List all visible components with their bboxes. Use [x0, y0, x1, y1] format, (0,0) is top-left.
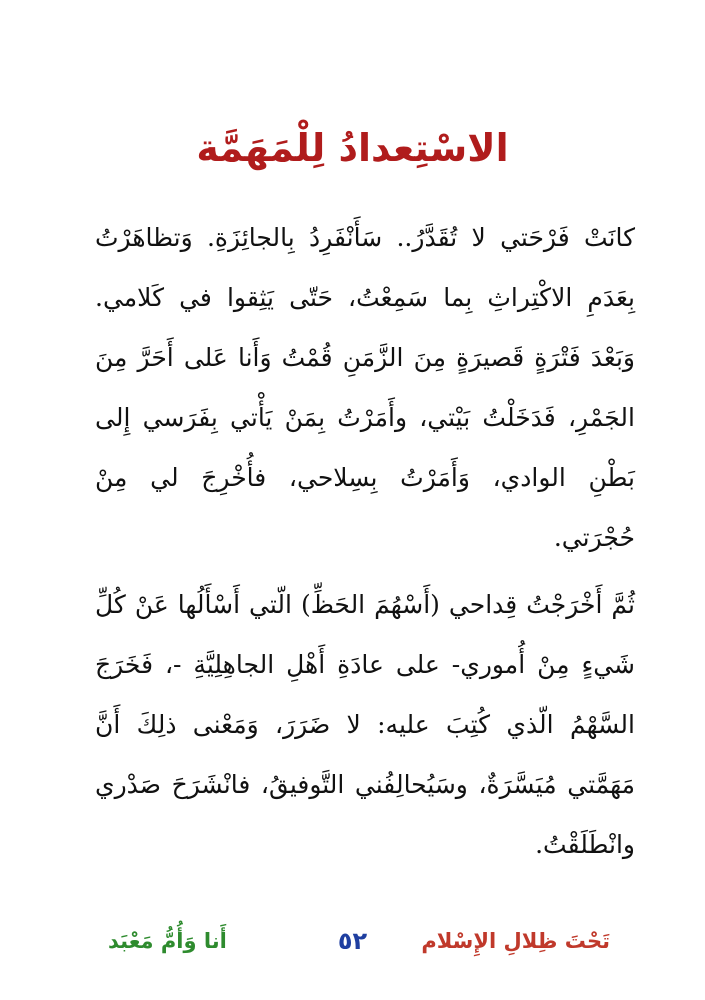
page-footer: [0, 918, 705, 966]
paragraph-1: كانَتْ فَرْحَتي لا تُقَدَّرُ.. سَأَنْفَرِدُ بِالجائِزَةِ. وَتظاهَرْتُ بِعَدَمِ الاكْتِراثِ بِما سَمِعْتُ، حَتّى يَثِقوا في كَلامي. وَبَعْدَ فَتْرَةٍ قَصيرَةٍ مِنَ الزَّمَنِ قُمْتُ وَأَنا عَلى أَحَرَّ مِنَ الجَمْرِ، فَدَخَلْتُ بَيْتي، وأَمَرْتُ بِمَنْ يَأْتي بِفَرَسي إِلى بَطْنِ الوادي، وَأَمَرْتُ بِسِلاحي، فأُخْرِجَ لي مِنْ حُجْرَتي.: [95, 223, 635, 552]
paragraph-2: ثُمَّ أَخْرَجْتُ قِداحي (أَسْهُمَ الحَظِّ) الّتي أَسْأَلُها عَنْ كُلِّ شَيءٍ مِنْ أُموري- على عادَةِ أَهْلِ الجاهِلِيَّةِ -، فَخَرَجَ السَّهْمُ الّذي كُتِبَ عليه: لا ضَرَرَ، وَمَعْنى ذلِكَ أَنَّ مَهَمَّتي مُيَسَّرَةٌ، وسَيُحالِفُني التَّوفيقُ، فانْشَرَحَ صَدْري وانْطَلَقْتُ.: [95, 590, 635, 859]
page-number: ٥٢: [337, 927, 368, 955]
chapter-title: الاسْتِعدادُ لِلْمَهَمَّة: [196, 126, 509, 170]
footer-book-title: تَحْتَ ظِلالِ الإِسْلام: [421, 929, 610, 953]
footer-series-title: أَنا وَأُمُّ مَعْبَد: [108, 929, 227, 953]
